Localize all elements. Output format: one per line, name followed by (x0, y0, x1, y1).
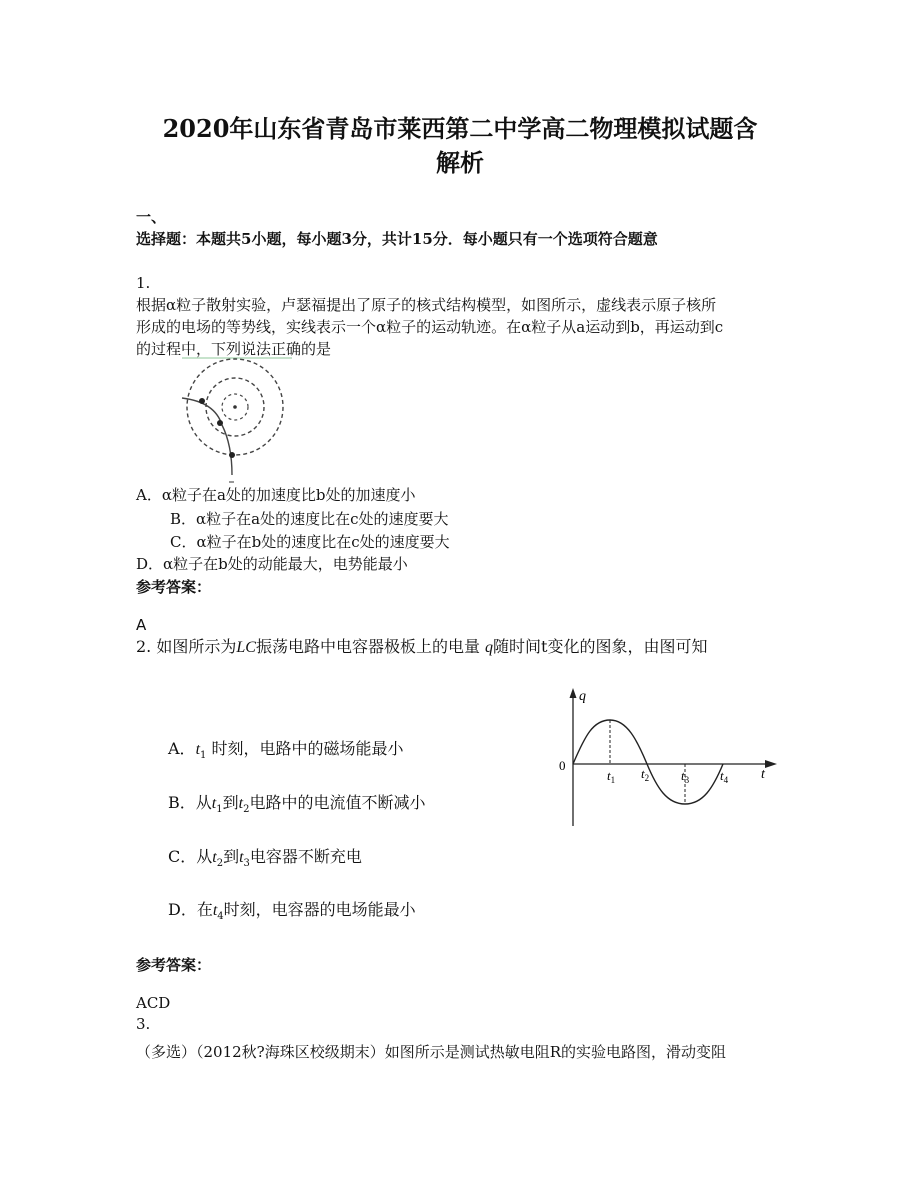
q2-d-sub4: 4 (217, 911, 224, 923)
graph-t3-label: $t_3$ (681, 768, 690, 785)
q2-answer-label: 参考答案： (136, 956, 212, 974)
q2-stem-post: 随时间t变化的图象，由图可知 (493, 637, 708, 656)
graph-origin: 0 (559, 758, 566, 773)
q2-a-prefix: A． (168, 739, 196, 758)
q2-option-c (168, 846, 362, 875)
q2-graph-q-vs-t (555, 684, 785, 834)
q2-b-text: 电路中的电流值不断减小 (249, 793, 426, 812)
q2-c-t3: t (239, 849, 244, 866)
t-axis-arrow (765, 760, 777, 768)
q2-b-t1: t (211, 795, 217, 812)
point-c (229, 452, 235, 458)
q1-option-a: A．α粒子在a处的加速度比b处的加速度小 (136, 486, 416, 504)
graph-t1-label: $t_1$ (607, 768, 616, 785)
section-description: 选择题：本题共5小题，每小题3分，共计15分．每小题只有一个选项符合题意 (136, 230, 658, 248)
q2-d-t4: t (212, 902, 218, 919)
q2-c-t2: t (212, 849, 217, 866)
q-axis-arrow (570, 688, 577, 698)
q1-figure-equipotential (160, 350, 300, 486)
title-line-1: 2020年山东省青岛市莱西第二中学高二物理模拟试题含 (162, 114, 758, 143)
q1-stem-line-2: 形成的电场的等势线，实线表示一个α粒子的运动轨迹。在α粒子从a运动到b，再运动到c (136, 318, 724, 336)
point-b (217, 420, 223, 426)
q2-d-prefix: D．在 (168, 900, 213, 919)
nucleus (233, 405, 237, 409)
q2-stem-lc: LC (236, 639, 256, 656)
section-number: 一、 (136, 208, 167, 226)
q2-a-t: t (195, 741, 201, 758)
q2-b-mid: 到 (222, 793, 239, 812)
q2-option-b (168, 792, 425, 821)
q1-answer-label: 参考答案： (136, 578, 212, 596)
q2-stem-mid: 振荡电路中电容器极板上的电量 (255, 637, 486, 656)
q2-d-text: 时刻，电容器的电场能最小 (223, 900, 416, 919)
q3-number: 3. (136, 1015, 151, 1033)
q2-c-text: 电容器不断充电 (249, 847, 362, 866)
q3-stem-line-1: （多选）（2012秋?海珠区校级期末）如图所示是测试热敏电阻R的实验电路图，滑动变阻 (136, 1043, 727, 1061)
q2-c-mid: 到 (223, 847, 240, 866)
q2-option-d (168, 899, 416, 928)
q1-option-d: D．α粒子在b处的动能最大，电势能最小 (136, 555, 408, 573)
graph-t2-label: $t_2$ (641, 766, 650, 783)
q2-a-sub: 1 (200, 750, 207, 762)
alpha-trajectory (182, 398, 232, 475)
q2-c-sub2: 2 (216, 858, 224, 870)
q2-c-sub3: 3 (243, 858, 250, 870)
q2-b-sub1: 1 (216, 804, 223, 816)
q1-stem-line-3: 的过程中，下列说法正确的是 (136, 340, 332, 358)
title-line-2: 解析 (436, 148, 484, 177)
q2-option-a (168, 738, 403, 767)
graph-t4-label: $t_4$ (720, 768, 729, 785)
q1-number: 1. (136, 274, 151, 292)
q1-option-b: B．α粒子在a处的速度比在c处的速度要大 (170, 510, 449, 528)
graph-q-label: q (579, 689, 586, 704)
q2-stem-pre: 2. 如图所示为 (136, 637, 237, 656)
sine-curve (573, 720, 723, 804)
q2-stem (136, 636, 707, 659)
q2-stem-q: q (485, 639, 494, 656)
q2-answer: ACD (136, 994, 171, 1012)
q2-a-text: 时刻，电路中的磁场能最小 (206, 739, 404, 758)
q1-option-c: C．α粒子在b处的速度比在c处的速度要大 (170, 533, 450, 551)
page-title (0, 112, 920, 180)
q2-c-prefix: C．从 (168, 847, 213, 866)
q2-b-prefix: B．从 (168, 793, 212, 812)
q1-answer: A (136, 616, 147, 634)
q2-b-sub2: 2 (243, 804, 250, 816)
graph-t-label: t (761, 767, 765, 782)
q2-b-t2: t (238, 795, 244, 812)
point-a (199, 398, 205, 404)
q1-stem-line-1: 根据α粒子散射实验，卢瑟福提出了原子的核式结构模型，如图所示，虚线表示原子核所 (136, 296, 717, 314)
